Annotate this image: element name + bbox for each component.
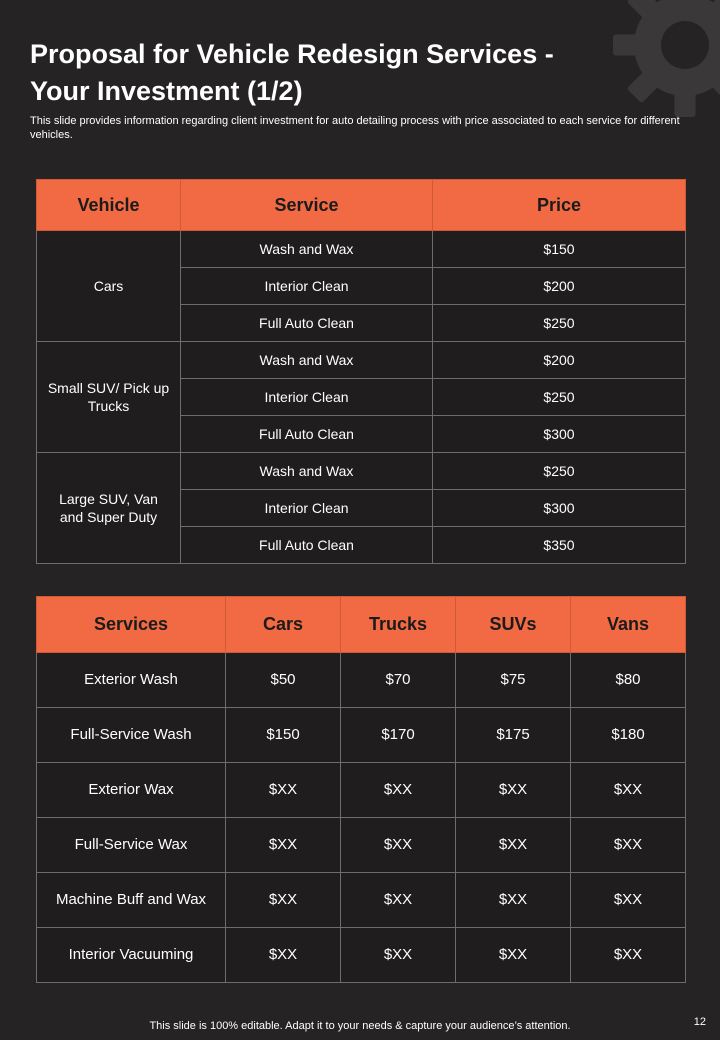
trucks-price-cell: $XX — [341, 928, 456, 983]
cars-price-cell: $XX — [226, 763, 341, 818]
vans-price-cell: $80 — [571, 653, 686, 708]
vehicle-cell: Cars — [37, 231, 181, 342]
table-row — [37, 453, 686, 490]
header-price: Price — [433, 180, 686, 231]
service-name-cell: Full-Service Wax — [37, 818, 226, 873]
vans-price-cell: $XX — [571, 818, 686, 873]
vehicle-cell: Large SUV, Van and Super Duty — [37, 453, 181, 564]
suvs-price-cell: $175 — [456, 708, 571, 763]
header-trucks: Trucks — [341, 597, 456, 653]
suvs-price-cell: $75 — [456, 653, 571, 708]
service-cell: Full Auto Clean — [181, 305, 433, 342]
price-cell: $300 — [433, 490, 686, 527]
table-row — [37, 231, 686, 268]
service-cell: Wash and Wax — [181, 453, 433, 490]
table-header-row — [37, 597, 686, 653]
price-cell: $250 — [433, 305, 686, 342]
service-name-cell: Machine Buff and Wax — [37, 873, 226, 928]
service-cell: Interior Clean — [181, 268, 433, 305]
suvs-price-cell: $XX — [456, 763, 571, 818]
table-row — [37, 763, 686, 818]
title-line-2: Your Investment (1/2) — [30, 76, 303, 106]
price-cell: $150 — [433, 231, 686, 268]
suvs-price-cell: $XX — [456, 873, 571, 928]
header-cars: Cars — [226, 597, 341, 653]
service-name-cell: Full-Service Wash — [37, 708, 226, 763]
header-services: Services — [37, 597, 226, 653]
vans-price-cell: $XX — [571, 928, 686, 983]
service-cell: Interior Clean — [181, 379, 433, 416]
service-cell: Wash and Wax — [181, 342, 433, 379]
cars-price-cell: $XX — [226, 873, 341, 928]
service-name-cell: Exterior Wash — [37, 653, 226, 708]
services-pricing-table — [36, 596, 686, 983]
service-name-cell: Interior Vacuuming — [37, 928, 226, 983]
service-cell: Full Auto Clean — [181, 416, 433, 453]
page-subtitle: This slide provides information regarding client investment for auto detailing process with price associated to each service for different vehicles. — [30, 115, 680, 141]
vehicle-cell: Small SUV/ Pick up Trucks — [37, 342, 181, 453]
trucks-price-cell: $70 — [341, 653, 456, 708]
price-cell: $200 — [433, 268, 686, 305]
table-header-row — [37, 180, 686, 231]
trucks-price-cell: $XX — [341, 763, 456, 818]
vans-price-cell: $180 — [571, 708, 686, 763]
service-cell: Full Auto Clean — [181, 527, 433, 564]
header-suvs: SUVs — [456, 597, 571, 653]
price-cell: $300 — [433, 416, 686, 453]
cars-price-cell: $150 — [226, 708, 341, 763]
vans-price-cell: $XX — [571, 873, 686, 928]
table-row — [37, 928, 686, 983]
cars-price-cell: $50 — [226, 653, 341, 708]
header-vans: Vans — [571, 597, 686, 653]
footer-note: This slide is 100% editable. Adapt it to your needs & capture your audience’s attention. — [149, 1020, 571, 1032]
header-vehicle: Vehicle — [37, 180, 181, 231]
price-cell: $250 — [433, 453, 686, 490]
trucks-price-cell: $XX — [341, 818, 456, 873]
service-cell: Wash and Wax — [181, 231, 433, 268]
price-cell: $250 — [433, 379, 686, 416]
title-line-1: Proposal for Vehicle Redesign Services - — [30, 39, 554, 69]
page-title — [30, 36, 670, 110]
table-row — [37, 873, 686, 928]
suvs-price-cell: $XX — [456, 928, 571, 983]
cars-price-cell: $XX — [226, 928, 341, 983]
table-row — [37, 342, 686, 379]
trucks-price-cell: $XX — [341, 873, 456, 928]
cars-price-cell: $XX — [226, 818, 341, 873]
price-cell: $200 — [433, 342, 686, 379]
service-name-cell: Exterior Wax — [37, 763, 226, 818]
table-row — [37, 708, 686, 763]
page-number: 12 — [693, 1016, 706, 1028]
vehicle-pricing-table — [36, 179, 686, 564]
table-row — [37, 653, 686, 708]
price-cell: $350 — [433, 527, 686, 564]
table-row — [37, 818, 686, 873]
trucks-price-cell: $170 — [341, 708, 456, 763]
vans-price-cell: $XX — [571, 763, 686, 818]
header-service: Service — [181, 180, 433, 231]
service-cell: Interior Clean — [181, 490, 433, 527]
suvs-price-cell: $XX — [456, 818, 571, 873]
